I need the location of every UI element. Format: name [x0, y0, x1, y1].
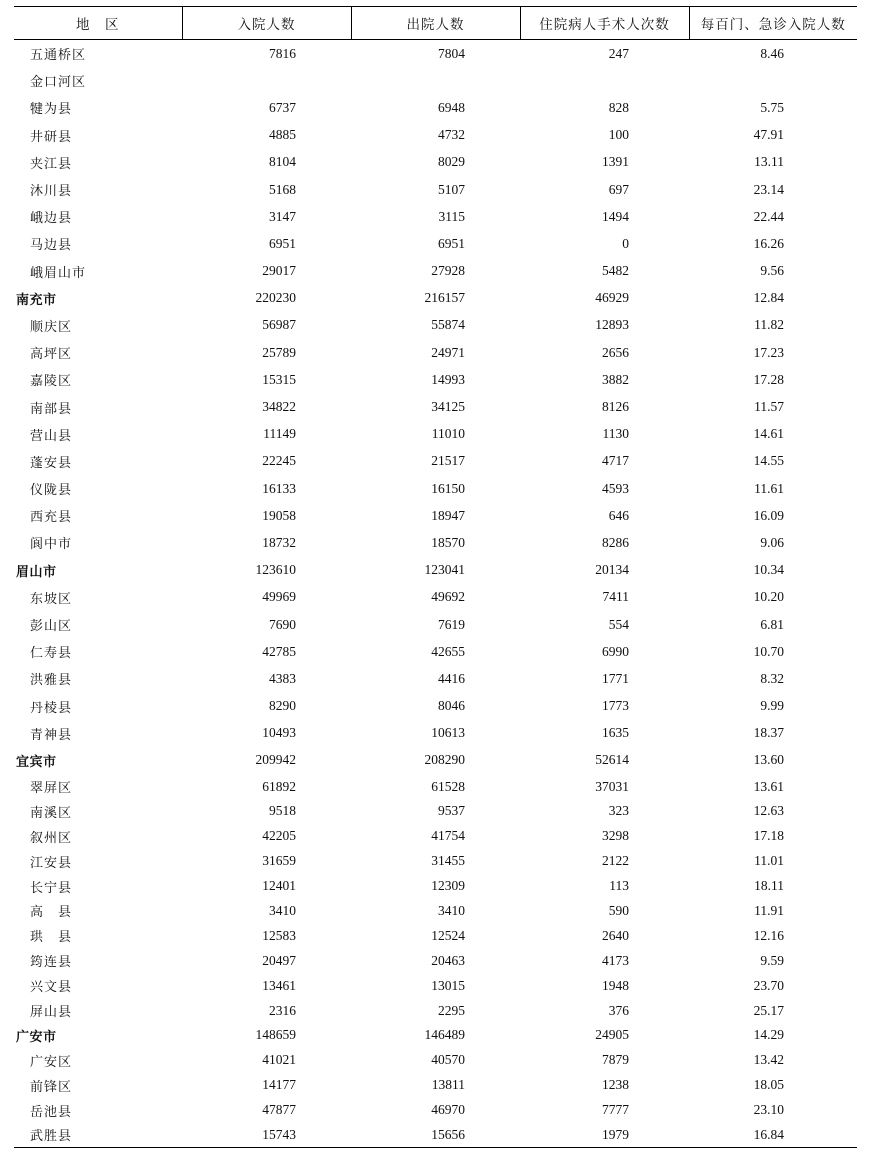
discharges-cell: 18947 — [431, 507, 465, 523]
region-cell: 井研县 — [30, 129, 73, 145]
discharges-cell: 4416 — [438, 670, 465, 686]
admission-rate-cell: 11.01 — [754, 853, 784, 869]
discharges-cell: 4732 — [438, 127, 465, 143]
table-row — [14, 899, 857, 924]
discharges-cell: 12309 — [431, 878, 465, 894]
admission-rate-cell: 16.26 — [753, 235, 784, 251]
table-row — [14, 448, 857, 475]
surgeries-cell: 1771 — [602, 670, 629, 686]
admission-rate-cell: 47.91 — [753, 127, 784, 143]
admissions-cell: 10493 — [262, 725, 296, 741]
table-row — [14, 67, 857, 94]
admission-rate-cell: 17.28 — [753, 371, 784, 387]
admissions-cell: 34822 — [262, 399, 296, 415]
admissions-cell: 4885 — [269, 127, 296, 143]
table-row — [14, 638, 857, 665]
admissions-cell: 14177 — [262, 1077, 296, 1093]
admission-rate-cell: 12.84 — [753, 290, 784, 306]
admission-rate-cell: 11.61 — [754, 480, 784, 496]
admission-rate-cell: 13.61 — [753, 778, 784, 794]
table-row — [14, 611, 857, 638]
table-row — [14, 312, 857, 339]
surgeries-cell: 3298 — [602, 828, 629, 844]
region-cell: 东坡区 — [30, 591, 73, 607]
table-row — [14, 475, 857, 502]
region-cell: 彭山区 — [30, 619, 73, 635]
admission-rate-cell: 6.81 — [760, 616, 784, 632]
admission-rate-cell: 10.70 — [753, 643, 784, 659]
admissions-cell: 123610 — [255, 562, 296, 578]
discharges-cell: 14993 — [431, 371, 465, 387]
admission-rate-cell: 13.11 — [754, 154, 784, 170]
discharges-cell: 46970 — [431, 1102, 465, 1118]
table-row — [14, 230, 857, 257]
region-cell: 沐川县 — [30, 184, 73, 200]
region-cell: 青神县 — [30, 727, 73, 743]
admissions-cell: 5168 — [269, 181, 296, 197]
admission-rate-cell: 13.60 — [753, 752, 784, 768]
region-cell: 马边县 — [30, 238, 73, 254]
region-cell: 高 县 — [30, 905, 73, 921]
surgeries-cell: 1494 — [602, 208, 629, 224]
table-row — [14, 923, 857, 948]
surgeries-cell: 554 — [608, 616, 629, 632]
surgeries-cell: 828 — [608, 99, 629, 115]
table-row — [14, 799, 857, 824]
region-cell: 蓬安县 — [30, 455, 73, 471]
table-row — [14, 366, 857, 393]
discharges-cell: 2295 — [438, 1002, 465, 1018]
header-discharges: 出院人数 — [351, 7, 520, 40]
region-cell: 翠屏区 — [30, 781, 73, 796]
discharges-cell: 20463 — [431, 952, 465, 968]
discharges-cell: 18570 — [431, 534, 465, 550]
admission-rate-cell: 23.14 — [753, 181, 784, 197]
hospital-statistics-table — [14, 6, 857, 1148]
admission-rate-cell: 23.10 — [753, 1102, 784, 1118]
admissions-cell: 3410 — [269, 902, 296, 918]
region-cell: 夹江县 — [30, 156, 73, 172]
surgeries-cell: 1979 — [520, 1123, 689, 1148]
discharges-cell: 5107 — [438, 181, 465, 197]
surgeries-cell: 323 — [608, 803, 629, 819]
table-row-city — [14, 557, 857, 584]
table-row — [14, 849, 857, 874]
discharges-cell: 55874 — [431, 317, 465, 333]
region-cell: 宜宾市 — [16, 754, 57, 770]
region-cell: 五通桥区 — [30, 48, 87, 64]
surgeries-cell: 2122 — [602, 853, 629, 869]
discharges-cell: 7619 — [438, 616, 465, 632]
table-row — [14, 421, 857, 448]
admissions-cell: 29017 — [262, 263, 296, 279]
surgeries-cell: 113 — [609, 878, 629, 894]
discharges-cell: 9537 — [438, 803, 465, 819]
admission-rate-cell: 11.57 — [754, 399, 784, 415]
admission-rate-cell: 9.56 — [760, 263, 784, 279]
admission-rate-cell: 11.91 — [754, 902, 784, 918]
admissions-cell: 8104 — [269, 154, 296, 170]
surgeries-cell: 8286 — [602, 534, 629, 550]
admissions-cell: 11149 — [263, 426, 296, 442]
region-cell: 广安市 — [16, 1029, 57, 1045]
discharges-cell: 24971 — [431, 344, 465, 360]
admission-rate-cell: 5.75 — [760, 99, 784, 115]
surgeries-cell: 697 — [608, 181, 629, 197]
admissions-cell: 148659 — [255, 1027, 296, 1043]
admissions-cell: 22245 — [262, 453, 296, 469]
surgeries-cell: 8126 — [602, 399, 629, 415]
surgeries-cell: 0 — [622, 235, 629, 251]
surgeries-cell: 3882 — [602, 371, 629, 387]
surgeries-cell: 1238 — [602, 1077, 629, 1093]
admissions-cell: 7816 — [269, 45, 296, 61]
admissions-cell: 220230 — [255, 290, 296, 306]
admissions-cell — [182, 67, 351, 94]
discharges-cell: 12524 — [431, 927, 465, 943]
table-row — [14, 94, 857, 121]
admissions-cell: 41021 — [262, 1052, 296, 1068]
admission-rate-cell: 10.20 — [753, 589, 784, 605]
table-row — [14, 529, 857, 556]
region-cell: 峨眉山市 — [30, 265, 87, 281]
region-cell: 西充县 — [30, 510, 73, 526]
discharges-cell: 42655 — [431, 643, 465, 659]
admission-rate-cell: 8.32 — [760, 670, 784, 686]
surgeries-cell: 4593 — [602, 480, 629, 496]
table-row — [14, 502, 857, 529]
admission-rate-cell: 17.23 — [753, 344, 784, 360]
admission-rate-cell: 9.06 — [760, 534, 784, 550]
discharges-cell: 40570 — [431, 1052, 465, 1068]
admissions-cell: 49969 — [262, 589, 296, 605]
discharges-cell: 3115 — [438, 208, 465, 224]
table-row — [14, 998, 857, 1023]
discharges-cell: 6948 — [438, 99, 465, 115]
admissions-cell: 9518 — [269, 803, 296, 819]
admissions-cell: 47877 — [262, 1102, 296, 1118]
region-cell: 筠连县 — [30, 955, 73, 971]
discharges-cell: 49692 — [431, 589, 465, 605]
surgeries-cell: 247 — [608, 45, 629, 61]
admissions-cell: 20497 — [262, 952, 296, 968]
table-row — [14, 584, 857, 611]
discharges-cell: 6951 — [438, 235, 465, 251]
table-row — [14, 176, 857, 203]
admission-rate-cell: 16.09 — [753, 507, 784, 523]
region-cell: 兴文县 — [30, 980, 73, 996]
region-cell: 珙 县 — [30, 930, 73, 946]
header-surgeries: 住院病人手术人次数 — [520, 7, 689, 40]
region-cell: 仪陇县 — [30, 483, 73, 499]
surgeries-cell: 5482 — [602, 263, 629, 279]
surgeries-cell: 37031 — [595, 778, 629, 794]
region-cell: 岳池县 — [30, 1104, 73, 1120]
table-row — [14, 122, 857, 149]
table-row — [14, 203, 857, 230]
admissions-cell: 42205 — [262, 828, 296, 844]
admissions-cell: 4383 — [269, 670, 296, 686]
discharges-cell: 3410 — [438, 902, 465, 918]
discharges-cell: 13015 — [431, 977, 465, 993]
surgeries-cell: 7777 — [602, 1102, 629, 1118]
table-row — [14, 874, 857, 899]
admissions-cell: 6737 — [269, 99, 296, 115]
surgeries-cell: 2640 — [602, 927, 629, 943]
surgeries-cell: 6990 — [602, 643, 629, 659]
surgeries-cell: 7879 — [602, 1052, 629, 1068]
discharges-cell: 8029 — [438, 154, 465, 170]
admissions-cell: 8290 — [269, 698, 296, 714]
admission-rate-cell: 16.84 — [689, 1123, 857, 1148]
surgeries-cell: 1948 — [602, 977, 629, 993]
admission-rate-cell — [689, 67, 857, 94]
region-cell: 南部县 — [30, 401, 73, 417]
admissions-cell: 2316 — [269, 1002, 296, 1018]
discharges-cell: 13811 — [431, 1077, 465, 1093]
surgeries-cell: 52614 — [595, 752, 629, 768]
table-row-city — [14, 747, 857, 774]
region-cell: 犍为县 — [30, 102, 73, 118]
discharges-cell: 61528 — [431, 778, 465, 794]
discharges-cell: 146489 — [424, 1027, 465, 1043]
admission-rate-cell: 8.46 — [760, 45, 784, 61]
surgeries-cell: 1635 — [602, 725, 629, 741]
region-cell: 长宁县 — [30, 880, 73, 896]
admission-rate-cell: 25.17 — [753, 1002, 784, 1018]
table-body — [14, 40, 857, 1148]
admissions-cell: 25789 — [262, 344, 296, 360]
admission-rate-cell: 14.61 — [753, 426, 784, 442]
discharges-cell: 208290 — [424, 752, 465, 768]
admission-rate-cell: 14.55 — [753, 453, 784, 469]
table-row-city — [14, 285, 857, 312]
admissions-cell: 16133 — [262, 480, 296, 496]
table-row — [14, 720, 857, 747]
region-cell: 南溪区 — [30, 805, 73, 821]
admissions-cell: 61892 — [262, 778, 296, 794]
discharges-cell: 10613 — [431, 725, 465, 741]
table-row — [14, 40, 857, 68]
discharges-cell: 34125 — [431, 399, 465, 415]
admission-rate-cell: 13.42 — [753, 1052, 784, 1068]
header-region: 地 区 — [14, 7, 182, 40]
table-row — [14, 1123, 857, 1148]
surgeries-cell: 4173 — [602, 952, 629, 968]
table-row — [14, 824, 857, 849]
discharges-cell: 216157 — [424, 290, 465, 306]
region-cell: 广安区 — [30, 1054, 73, 1070]
table-row — [14, 1048, 857, 1073]
admission-rate-cell: 18.11 — [754, 878, 784, 894]
admission-rate-cell: 22.44 — [753, 208, 784, 224]
admissions-cell: 13461 — [262, 977, 296, 993]
header-admissions: 入院人数 — [182, 7, 351, 40]
discharges-cell — [351, 67, 520, 94]
surgeries-cell: 4717 — [602, 453, 629, 469]
region-cell: 江安县 — [30, 855, 73, 871]
admission-rate-cell: 18.37 — [753, 725, 784, 741]
surgeries-cell: 2656 — [602, 344, 629, 360]
region-cell: 金口河区 — [30, 75, 87, 91]
admissions-cell: 15743 — [182, 1123, 351, 1148]
surgeries-cell: 7411 — [602, 589, 629, 605]
surgeries-cell: 1391 — [602, 154, 629, 170]
admissions-cell: 7690 — [269, 616, 296, 632]
admission-rate-cell: 23.70 — [753, 977, 784, 993]
table-row — [14, 665, 857, 692]
admission-rate-cell: 9.99 — [760, 698, 784, 714]
admission-rate-cell: 12.16 — [753, 927, 784, 943]
surgeries-cell: 24905 — [595, 1027, 629, 1043]
discharges-cell: 16150 — [431, 480, 465, 496]
surgeries-cell: 100 — [608, 127, 629, 143]
surgeries-cell: 376 — [608, 1002, 629, 1018]
admission-rate-cell: 12.63 — [753, 803, 784, 819]
region-cell: 仁寿县 — [30, 646, 73, 662]
admission-rate-cell: 18.05 — [753, 1077, 784, 1093]
discharges-cell: 8046 — [438, 698, 465, 714]
surgeries-cell: 1130 — [602, 426, 629, 442]
admission-rate-cell: 14.29 — [753, 1027, 784, 1043]
region-cell: 高坪区 — [30, 347, 73, 363]
region-cell: 屏山县 — [30, 1005, 73, 1021]
region-cell: 嘉陵区 — [30, 374, 73, 390]
region-cell: 峨边县 — [30, 211, 73, 227]
region-cell: 阆中市 — [30, 537, 73, 553]
table-row — [14, 948, 857, 973]
admissions-cell: 6951 — [269, 235, 296, 251]
table-row — [14, 693, 857, 720]
surgeries-cell: 590 — [608, 902, 629, 918]
region-cell: 眉山市 — [16, 564, 57, 580]
admission-rate-cell: 10.34 — [753, 562, 784, 578]
surgeries-cell — [520, 67, 689, 94]
admissions-cell: 12401 — [262, 878, 296, 894]
region-cell: 丹棱县 — [30, 700, 73, 716]
table-row — [14, 393, 857, 420]
region-cell: 顺庆区 — [30, 319, 73, 335]
admission-rate-cell: 17.18 — [753, 828, 784, 844]
discharges-cell: 21517 — [431, 453, 465, 469]
discharges-cell: 123041 — [424, 562, 465, 578]
admission-rate-cell: 9.59 — [760, 952, 784, 968]
table-header — [14, 7, 857, 40]
admissions-cell: 56987 — [262, 317, 296, 333]
surgeries-cell: 646 — [608, 507, 629, 523]
discharges-cell: 41754 — [431, 828, 465, 844]
table-row — [14, 149, 857, 176]
admissions-cell: 18732 — [262, 534, 296, 550]
table-row — [14, 973, 857, 998]
admissions-cell: 12583 — [262, 927, 296, 943]
discharges-cell: 27928 — [431, 263, 465, 279]
discharges-cell: 15656 — [351, 1123, 520, 1148]
header-admission-rate: 每百门、急诊入院人数 — [689, 7, 857, 40]
admissions-cell: 3147 — [269, 208, 296, 224]
admission-rate-cell: 11.82 — [754, 317, 784, 333]
region-cell: 叙州区 — [30, 830, 73, 846]
region-cell: 洪雅县 — [30, 673, 73, 689]
discharges-cell: 11010 — [431, 426, 465, 442]
table-row — [14, 1098, 857, 1123]
table-row — [14, 774, 857, 799]
surgeries-cell: 12893 — [595, 317, 629, 333]
header-row — [14, 7, 857, 40]
region-cell: 武胜县 — [14, 1123, 182, 1148]
admissions-cell: 19058 — [262, 507, 296, 523]
surgeries-cell: 46929 — [595, 290, 629, 306]
discharges-cell: 31455 — [431, 853, 465, 869]
admissions-cell: 31659 — [262, 853, 296, 869]
region-cell: 前锋区 — [30, 1079, 73, 1095]
table-row — [14, 339, 857, 366]
region-cell: 营山县 — [30, 428, 73, 444]
admissions-cell: 209942 — [255, 752, 296, 768]
surgeries-cell: 1773 — [602, 698, 629, 714]
discharges-cell: 7804 — [438, 45, 465, 61]
table-row — [14, 258, 857, 285]
table-row — [14, 1073, 857, 1098]
surgeries-cell: 20134 — [595, 562, 629, 578]
region-cell: 南充市 — [16, 292, 57, 308]
table-row-city — [14, 1023, 857, 1048]
admissions-cell: 42785 — [262, 643, 296, 659]
admissions-cell: 15315 — [262, 371, 296, 387]
